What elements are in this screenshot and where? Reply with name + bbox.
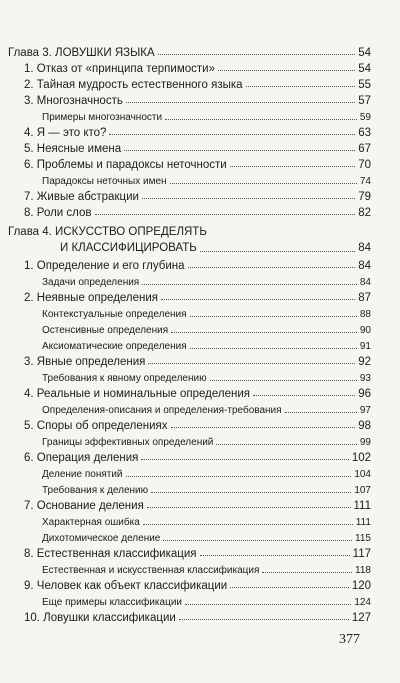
toc-page: 93 bbox=[359, 373, 371, 384]
leader-dots bbox=[141, 459, 348, 460]
toc-title: Еще примеры классификации bbox=[42, 597, 182, 608]
toc-page: 84 bbox=[358, 260, 371, 272]
leader-dots bbox=[142, 198, 355, 199]
toc-page: 87 bbox=[358, 292, 371, 304]
toc-title: Остенсивные определения bbox=[42, 325, 169, 336]
leader-dots bbox=[142, 284, 357, 285]
leader-dots bbox=[262, 572, 352, 573]
toc-title: Требования к явному определению bbox=[42, 373, 207, 384]
toc-page: 79 bbox=[358, 191, 371, 203]
toc-section bbox=[8, 256, 371, 272]
leader-dots bbox=[218, 70, 355, 71]
toc-title: 8. Естественная классификация bbox=[24, 548, 197, 560]
toc-title: 5. Споры об определениях bbox=[24, 420, 168, 432]
toc-section bbox=[8, 496, 371, 512]
leader-dots bbox=[148, 363, 355, 364]
toc-title: 4. Я — это кто? bbox=[24, 127, 107, 139]
leader-dots bbox=[179, 619, 349, 620]
toc-title: 4. Реальные и номинальные определения bbox=[24, 388, 250, 400]
toc-section bbox=[8, 155, 371, 171]
toc-page: 55 bbox=[358, 79, 371, 91]
toc-subsection bbox=[8, 432, 371, 448]
toc-page: 111 bbox=[355, 517, 371, 528]
leader-dots bbox=[165, 119, 357, 120]
toc-subsection bbox=[8, 400, 371, 416]
toc-title: 2. Неявные определения bbox=[24, 292, 159, 304]
toc-page: 84 bbox=[358, 242, 371, 254]
toc-title: Характерная ошибка bbox=[42, 517, 140, 528]
toc-section bbox=[8, 352, 371, 368]
toc-title: Аксиоматические определения bbox=[42, 341, 187, 352]
leader-dots bbox=[158, 54, 356, 55]
toc-title: Глава 3. ЛОВУШКИ ЯЗЫКА bbox=[8, 47, 155, 59]
toc-page: 57 bbox=[358, 95, 371, 107]
leader-dots bbox=[230, 166, 355, 167]
toc-page: 59 bbox=[359, 112, 371, 123]
leader-dots bbox=[147, 507, 351, 508]
leader-dots bbox=[190, 348, 357, 349]
toc-page: 118 bbox=[355, 565, 371, 576]
toc-title: 8. Роли слов bbox=[24, 207, 92, 219]
leader-dots bbox=[171, 427, 356, 428]
toc-title: Определения-описания и определения-требования bbox=[42, 405, 282, 416]
leader-dots bbox=[216, 444, 356, 445]
leader-dots bbox=[185, 604, 351, 605]
toc-page: 96 bbox=[358, 388, 371, 400]
toc-page: 98 bbox=[358, 420, 371, 432]
toc-section bbox=[8, 608, 371, 624]
toc-title: 3. Многозначность bbox=[24, 95, 123, 107]
toc-title: Примеры многозначности bbox=[42, 112, 163, 123]
toc-section bbox=[8, 544, 371, 560]
toc-subsection bbox=[8, 336, 371, 352]
toc-subsection bbox=[8, 368, 371, 384]
toc-title: Парадоксы неточных имен bbox=[42, 176, 167, 187]
toc-title: Естественная и искусственная классификация bbox=[42, 565, 260, 576]
toc-subsection bbox=[8, 560, 371, 576]
leader-dots bbox=[253, 395, 355, 396]
toc-section bbox=[8, 91, 371, 107]
toc-page: 127 bbox=[351, 612, 371, 624]
leader-dots bbox=[246, 86, 356, 87]
leader-dots bbox=[161, 299, 355, 300]
table-of-contents bbox=[8, 43, 371, 624]
leader-dots bbox=[163, 540, 352, 541]
toc-page: 90 bbox=[359, 325, 371, 336]
toc-page: 70 bbox=[358, 159, 371, 171]
toc-title: 7. Живые абстракции bbox=[24, 191, 139, 203]
toc-page: 82 bbox=[358, 207, 371, 219]
toc-chapter-4 bbox=[8, 225, 371, 256]
toc-title: Задачи определения bbox=[42, 277, 140, 288]
toc-page: 104 bbox=[354, 469, 371, 480]
leader-dots bbox=[126, 102, 355, 103]
leader-dots bbox=[126, 476, 352, 477]
toc-page: 115 bbox=[355, 533, 371, 544]
toc-title: 9. Человек как объект классификации bbox=[24, 580, 228, 592]
leader-dots bbox=[109, 134, 355, 135]
leader-dots bbox=[190, 316, 357, 317]
toc-page: 107 bbox=[354, 485, 371, 496]
leader-dots bbox=[230, 587, 349, 588]
toc-subsection bbox=[8, 528, 371, 544]
toc-page: 111 bbox=[353, 500, 371, 512]
leader-dots bbox=[200, 555, 350, 556]
toc-page: 97 bbox=[359, 405, 371, 416]
leader-dots bbox=[143, 524, 353, 525]
toc-page: 120 bbox=[351, 580, 371, 592]
toc-section bbox=[8, 203, 371, 219]
toc-title: Требования к делению bbox=[42, 485, 149, 496]
leader-dots bbox=[200, 251, 355, 252]
leader-dots bbox=[124, 150, 355, 151]
toc-title-line1: Глава 4. ИСКУССТВО ОПРЕДЕЛЯТЬ bbox=[8, 226, 207, 238]
toc-page: 74 bbox=[359, 176, 371, 187]
toc-page: 54 bbox=[358, 47, 371, 59]
toc-page: 84 bbox=[359, 277, 371, 288]
toc-title: 5. Неясные имена bbox=[24, 143, 122, 155]
toc-page: 99 bbox=[359, 437, 371, 448]
toc-section bbox=[8, 448, 371, 464]
toc-subsection bbox=[8, 304, 371, 320]
toc-title: Контекстуальные определения bbox=[42, 309, 187, 320]
toc-page: 88 bbox=[359, 309, 371, 320]
toc-chapter-3 bbox=[8, 43, 371, 59]
toc-section bbox=[8, 384, 371, 400]
toc-subsection bbox=[8, 480, 371, 496]
toc-title: Дихотомическое деление bbox=[42, 533, 161, 544]
toc-title: 3. Явные определения bbox=[24, 356, 146, 368]
toc-subsection bbox=[8, 464, 371, 480]
page-number: 377 bbox=[339, 632, 360, 647]
toc-title: 6. Операция деления bbox=[24, 452, 139, 464]
leader-dots bbox=[151, 492, 351, 493]
leader-dots bbox=[188, 267, 356, 268]
toc-title: 2. Тайная мудрость естественного языка bbox=[24, 79, 243, 91]
toc-title: Деление понятий bbox=[42, 469, 123, 480]
toc-title-line2: И КЛАССИФИЦИРОВАТЬ bbox=[60, 242, 197, 254]
toc-section bbox=[8, 187, 371, 203]
toc-page: 63 bbox=[358, 127, 371, 139]
leader-dots bbox=[285, 412, 357, 413]
toc-page: 124 bbox=[354, 597, 371, 608]
leader-dots bbox=[171, 332, 357, 333]
toc-title: 1. Отказ от «принципа терпимости» bbox=[24, 63, 215, 75]
toc-section bbox=[8, 416, 371, 432]
toc-page: 67 bbox=[358, 143, 371, 155]
toc-subsection bbox=[8, 107, 371, 123]
toc-title: Границы эффективных определений bbox=[42, 437, 214, 448]
toc-subsection bbox=[8, 320, 371, 336]
toc-section bbox=[8, 75, 371, 91]
toc-section bbox=[8, 576, 371, 592]
toc-title: 10. Ловушки классификации bbox=[24, 612, 176, 624]
toc-title: 7. Основание деления bbox=[24, 500, 144, 512]
toc-section bbox=[8, 59, 371, 75]
leader-dots bbox=[170, 183, 357, 184]
leader-dots bbox=[210, 380, 357, 381]
toc-subsection bbox=[8, 512, 371, 528]
chapter-4-entries bbox=[8, 256, 371, 624]
toc-section bbox=[8, 288, 371, 304]
toc-subsection bbox=[8, 272, 371, 288]
toc-subsection bbox=[8, 171, 371, 187]
toc-section bbox=[8, 139, 371, 155]
chapter-3-entries bbox=[8, 59, 371, 219]
leader-dots bbox=[95, 214, 356, 215]
toc-subsection bbox=[8, 592, 371, 608]
toc-title: 6. Проблемы и парадоксы неточности bbox=[24, 159, 227, 171]
toc-page: 91 bbox=[359, 341, 371, 352]
toc-page: 54 bbox=[358, 63, 371, 75]
toc-page: 117 bbox=[352, 548, 371, 560]
toc-page: 102 bbox=[351, 452, 371, 464]
toc-page: 92 bbox=[358, 356, 371, 368]
toc-title: 1. Определение и его глубина bbox=[24, 260, 185, 272]
toc-section bbox=[8, 123, 371, 139]
